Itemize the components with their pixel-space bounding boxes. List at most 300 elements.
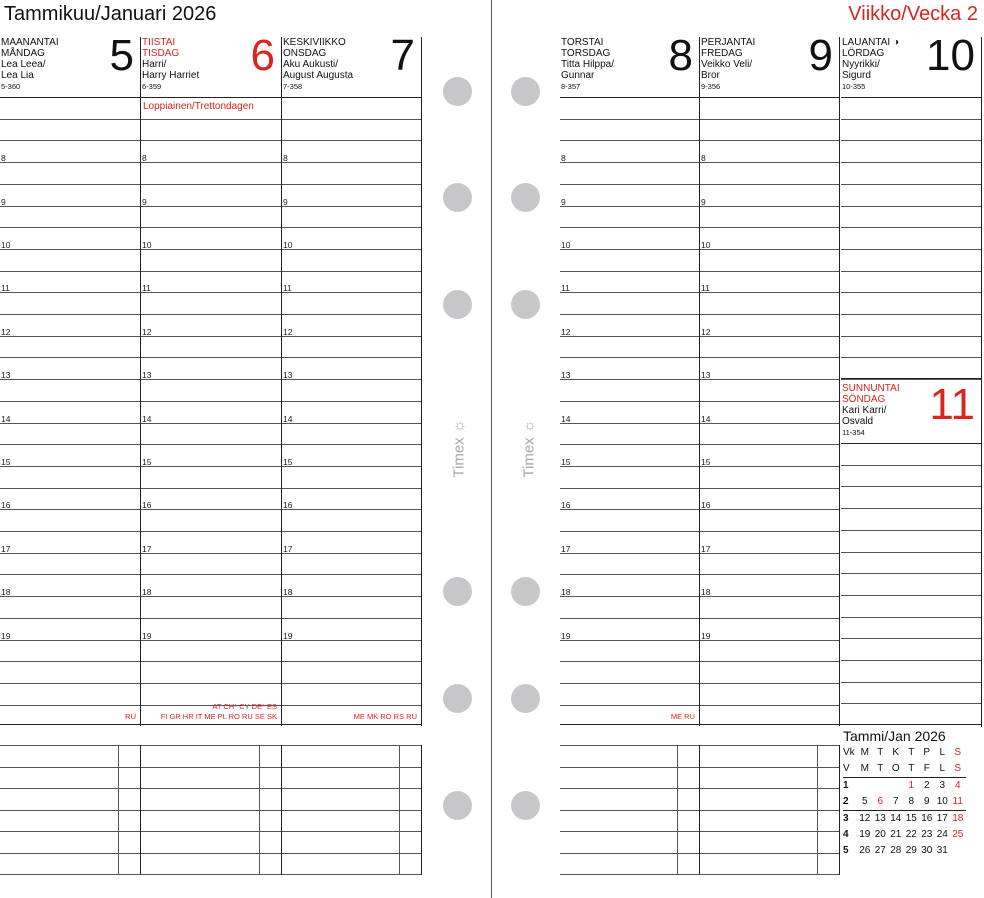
- hour-label: 17: [142, 543, 152, 554]
- notes-line: [0, 810, 140, 811]
- ruled-line: [0, 661, 140, 662]
- notes-line: [0, 788, 140, 789]
- ruled-line: [841, 336, 981, 337]
- week-number: 3: [843, 813, 849, 824]
- ruled-line: [0, 488, 140, 489]
- ruled-line: [0, 162, 140, 163]
- hour-label: 19: [561, 630, 571, 641]
- ruled-line: [0, 640, 140, 641]
- week-number: 1: [843, 780, 849, 791]
- ruled-line: [560, 661, 699, 662]
- hour-label: 17: [701, 543, 711, 554]
- day-of-year: 5-360: [1, 82, 21, 91]
- week-number: 5: [843, 845, 849, 856]
- ruled-line: [282, 227, 421, 228]
- day-number: 11: [929, 380, 975, 429]
- ruled-line: [560, 488, 699, 489]
- punch-hole: [443, 577, 472, 606]
- day-number: 8: [668, 31, 693, 80]
- ruled-line: [700, 574, 839, 575]
- notes-box: [282, 745, 422, 875]
- mini-calendar-day: M: [857, 761, 873, 778]
- ruled-line: [282, 206, 421, 207]
- hour-label: 12: [701, 326, 711, 337]
- notes-line: [282, 767, 421, 768]
- ruled-line: [560, 423, 699, 424]
- mini-calendar-day: 11: [950, 794, 966, 811]
- ruled-line: [0, 618, 140, 619]
- ruled-line: [841, 486, 981, 487]
- punch-hole: [511, 791, 540, 820]
- day-column: [141, 31, 282, 726]
- notes-line: [141, 788, 281, 789]
- ruled-line: [0, 379, 140, 380]
- ruled-line: [700, 292, 839, 293]
- name-day: Kari Karri/: [842, 405, 887, 416]
- ruled-line: [560, 596, 699, 597]
- ruled-line: [841, 573, 981, 574]
- mini-calendar-day: 7: [888, 794, 904, 811]
- week-title: Viikko/Vecka 2: [848, 3, 978, 25]
- ruled-line: [841, 292, 981, 293]
- hour-label: 12: [142, 326, 152, 337]
- timex-logo-left: Timex ☼: [450, 419, 468, 478]
- mini-calendar-day: 4: [954, 780, 961, 791]
- notes-line: [141, 853, 281, 854]
- week-number: 2: [843, 794, 857, 811]
- ruled-line: [141, 488, 281, 489]
- mini-calendar-day: 25: [952, 829, 964, 840]
- ruled-line: [700, 423, 839, 424]
- notes-divider: [677, 745, 678, 875]
- ruled-line: [560, 466, 699, 467]
- mini-calendar-day: T: [873, 761, 889, 778]
- name-day: Harri/: [142, 59, 167, 70]
- notes-line: [560, 874, 699, 875]
- mini-calendar-day: 20: [874, 829, 886, 840]
- day-name-fi: MAANANTAI: [1, 37, 59, 48]
- day-name-fi: LAUANTAI ◑: [842, 37, 900, 48]
- ruled-line: [141, 640, 281, 641]
- ruled-line: [282, 553, 421, 554]
- ruled-line: [841, 249, 981, 250]
- hour-label: 18: [561, 587, 571, 598]
- mini-calendar-day: 17: [936, 813, 948, 824]
- notes-divider: [259, 745, 260, 875]
- ruled-line: [282, 596, 421, 597]
- page-spine: [491, 0, 492, 898]
- day-number: 5: [109, 31, 134, 80]
- notes-line: [282, 874, 421, 875]
- ruled-line: [700, 683, 839, 684]
- ruled-line: [0, 553, 140, 554]
- ruled-line: [0, 292, 140, 293]
- name-day: Gunnar: [561, 70, 595, 81]
- mini-calendar-day: O: [888, 761, 904, 778]
- day-number: 10: [926, 31, 975, 80]
- day-name-sv: MÅNDAG: [1, 48, 45, 59]
- day-of-year: 6-359: [142, 82, 162, 91]
- ruled-line: [141, 206, 281, 207]
- mini-calendar-day: 6: [873, 794, 889, 811]
- day-name-fi: KESKIVIIKKO: [283, 37, 346, 48]
- mini-calendar-day: F: [919, 761, 935, 778]
- ruled-line: [282, 574, 421, 575]
- ruled-line: [560, 249, 699, 250]
- ruled-line: [282, 140, 421, 141]
- ruled-line: [841, 638, 981, 639]
- hour-label: 11: [561, 283, 570, 294]
- punch-hole: [511, 183, 540, 212]
- hour-label: 9: [701, 196, 706, 207]
- day-column-sunday: [841, 378, 982, 727]
- mini-calendar-day: 1: [908, 780, 915, 791]
- day-name-fi: TIISTAI: [142, 37, 176, 48]
- notes-divider: [118, 745, 119, 875]
- ruled-line: [700, 466, 839, 467]
- ruled-line: [141, 271, 281, 272]
- hour-label: 8: [283, 153, 288, 164]
- ruled-line: [700, 509, 839, 510]
- day-of-year: 10-355: [842, 82, 866, 91]
- ruled-line: [282, 488, 421, 489]
- week-number: V: [843, 761, 857, 778]
- hour-label: 12: [283, 326, 293, 337]
- hour-label: 17: [1, 543, 11, 554]
- mini-calendar-day: [950, 843, 966, 859]
- ruled-line: [560, 206, 699, 207]
- grid-bottom-line: [560, 724, 981, 725]
- holiday-label: Loppiainen/Trettondagen: [143, 101, 254, 112]
- name-day: Sigurd: [842, 70, 871, 81]
- hour-label: 11: [142, 283, 151, 294]
- ruled-line: [141, 401, 281, 402]
- ruled-line: [560, 162, 699, 163]
- day-header: [841, 31, 981, 98]
- ruled-line: [560, 292, 699, 293]
- hour-label: 16: [283, 500, 293, 511]
- ruled-line: [282, 357, 421, 358]
- ruled-line: [700, 184, 839, 185]
- notes-line: [700, 810, 839, 811]
- mini-calendar-day: 28: [890, 845, 902, 856]
- ruled-line: [282, 466, 421, 467]
- notes-line: [282, 853, 421, 854]
- notes-line: [700, 853, 839, 854]
- ruled-line: [841, 530, 981, 531]
- hour-label: 15: [701, 456, 711, 467]
- ruled-line: [841, 314, 981, 315]
- ruled-line: [0, 336, 140, 337]
- day-name-fi: SUNNUNTAI: [842, 383, 900, 394]
- name-day: Titta Hilppa/: [561, 59, 614, 70]
- name-day: Lea Lia: [1, 70, 34, 81]
- hour-label: 15: [142, 456, 152, 467]
- ruled-line: [282, 271, 421, 272]
- ruled-line: [700, 553, 839, 554]
- ruled-line: [560, 509, 699, 510]
- notes-line: [282, 831, 421, 832]
- ruled-line: [560, 336, 699, 337]
- notes-line: [560, 788, 699, 789]
- ruled-line: [700, 379, 839, 380]
- ruled-line: [282, 314, 421, 315]
- mini-calendar-day: K: [892, 747, 900, 758]
- ruled-line: [0, 249, 140, 250]
- ruled-line: [560, 640, 699, 641]
- ruled-line: [0, 596, 140, 597]
- hour-label: 9: [283, 196, 288, 207]
- ruled-line: [560, 574, 699, 575]
- ruled-line: [282, 249, 421, 250]
- hour-label: 18: [701, 587, 711, 598]
- notes-line: [560, 853, 699, 854]
- ruled-line: [0, 119, 140, 120]
- hour-label: 17: [283, 543, 293, 554]
- ruled-line: [141, 140, 281, 141]
- notes-box: [560, 745, 700, 875]
- day-column: [700, 31, 840, 726]
- mini-calendar-day: 9: [919, 794, 935, 811]
- punch-hole: [511, 290, 540, 319]
- day-number: 7: [390, 31, 415, 80]
- ruled-line: [141, 379, 281, 380]
- ruled-line: [0, 466, 140, 467]
- notes-line: [700, 788, 839, 789]
- notes-line: [0, 831, 140, 832]
- notes-line: [700, 745, 839, 746]
- notes-line: [282, 745, 421, 746]
- notes-divider: [817, 745, 818, 875]
- hour-label: 16: [561, 500, 571, 511]
- ruled-line: [141, 423, 281, 424]
- hour-label: 14: [283, 413, 293, 424]
- hour-label: 10: [142, 239, 152, 250]
- moon-phase-icon: ◑: [893, 37, 900, 48]
- hour-label: 19: [142, 630, 152, 641]
- hour-label: 13: [561, 370, 571, 381]
- day-header: [282, 31, 421, 98]
- ruled-line: [141, 531, 281, 532]
- month-title: Tammikuu/Januari 2026: [4, 3, 217, 25]
- ruled-line: [560, 379, 699, 380]
- ruled-line: [282, 184, 421, 185]
- mini-calendar-day: 14: [890, 813, 902, 824]
- ruled-line: [282, 119, 421, 120]
- ruled-line: [141, 119, 281, 120]
- hour-label: 8: [561, 153, 566, 164]
- mini-calendar-day: [888, 778, 904, 795]
- mini-calendar-day: 31: [936, 845, 948, 856]
- ruled-line: [560, 119, 699, 120]
- ruled-line: [841, 184, 981, 185]
- hour-label: 9: [561, 196, 566, 207]
- ruled-line: [282, 640, 421, 641]
- ruled-line: [282, 618, 421, 619]
- ruled-line: [841, 703, 981, 704]
- notes-line: [282, 788, 421, 789]
- ruled-line: [700, 227, 839, 228]
- notes-line: [560, 831, 699, 832]
- name-day: Nyyrikki/: [842, 59, 880, 70]
- day-name-sv: FREDAG: [701, 48, 743, 59]
- timex-logo-right: Timex ☼: [520, 419, 538, 478]
- ruled-line: [700, 661, 839, 662]
- ruled-line: [282, 683, 421, 684]
- ruled-line: [141, 683, 281, 684]
- name-day: Harry Harriet: [142, 70, 200, 81]
- hour-label: 10: [283, 239, 293, 250]
- ruled-line: [841, 660, 981, 661]
- ruled-line: [0, 509, 140, 510]
- day-header: [141, 31, 281, 98]
- notes-line: [141, 767, 281, 768]
- ruled-line: [0, 227, 140, 228]
- hour-label: 13: [283, 370, 293, 381]
- ruled-line: [841, 357, 981, 358]
- notes-line: [0, 745, 140, 746]
- mini-calendar-day: M: [860, 747, 869, 758]
- hour-label: 15: [561, 456, 571, 467]
- hour-label: 16: [1, 500, 11, 511]
- ruled-line: [0, 444, 140, 445]
- mini-calendar-day: 24: [936, 829, 948, 840]
- day-names: [701, 37, 755, 92]
- ruled-line: [282, 162, 421, 163]
- ruled-line: [700, 401, 839, 402]
- ruled-line: [282, 292, 421, 293]
- mini-calendar-day: L: [935, 761, 951, 778]
- ruled-line: [700, 618, 839, 619]
- notes-line: [0, 767, 140, 768]
- notes-box: [141, 745, 282, 875]
- day-names: [842, 383, 900, 438]
- name-day: Bror: [701, 70, 720, 81]
- ruled-line: [141, 661, 281, 662]
- ruled-line: [0, 357, 140, 358]
- hour-label: 13: [1, 370, 11, 381]
- punch-hole: [511, 577, 540, 606]
- ruled-line: [560, 444, 699, 445]
- ruled-line: [560, 705, 699, 706]
- ruled-line: [282, 531, 421, 532]
- notes-line: [141, 874, 281, 875]
- hour-label: 16: [701, 500, 711, 511]
- mini-calendar-day: 15: [905, 813, 917, 824]
- ruled-line: [700, 119, 839, 120]
- ruled-line: [841, 140, 981, 141]
- ruled-line: [700, 444, 839, 445]
- day-name-sv: ONSDAG: [283, 48, 327, 59]
- mini-calendar-day: T: [877, 747, 884, 758]
- day-names: [1, 37, 59, 92]
- ruled-line: [841, 206, 981, 207]
- ruled-line: [141, 292, 281, 293]
- mini-calendar-day: P: [923, 747, 931, 758]
- ruled-line: [560, 553, 699, 554]
- ruled-line: [700, 314, 839, 315]
- hour-label: 14: [701, 413, 711, 424]
- mini-calendar-day: 10: [935, 794, 951, 811]
- ruled-line: [700, 271, 839, 272]
- ruled-line: [0, 574, 140, 575]
- hour-label: 11: [701, 283, 710, 294]
- day-names: [142, 37, 199, 92]
- notes-divider: [399, 745, 400, 875]
- ruled-line: [700, 640, 839, 641]
- hour-label: 12: [561, 326, 571, 337]
- ruled-line: [560, 227, 699, 228]
- mini-calendar-title: Tammi/Jan 2026: [843, 728, 946, 744]
- ruled-line: [700, 705, 839, 706]
- notes-line: [560, 767, 699, 768]
- notes-line: [141, 810, 281, 811]
- mini-calendar-day: 5: [857, 794, 873, 811]
- ruled-line: [141, 227, 281, 228]
- ruled-line: [282, 336, 421, 337]
- ruled-line: [141, 357, 281, 358]
- mini-calendar-day: T: [904, 761, 920, 778]
- ruled-line: [141, 162, 281, 163]
- day-number: 9: [808, 31, 833, 80]
- day-of-year: 8-357: [561, 82, 581, 91]
- ruled-line: [841, 271, 981, 272]
- day-name-fi: PERJANTAI: [701, 37, 756, 48]
- ruled-line: [560, 357, 699, 358]
- mini-calendar-grid: [843, 745, 966, 859]
- hour-label: 19: [701, 630, 711, 641]
- hour-label: 8: [142, 153, 147, 164]
- day-names: [561, 37, 614, 92]
- name-day: August Augusta: [283, 70, 354, 81]
- ruled-line: [841, 508, 981, 509]
- day-name-sv: TISDAG: [142, 48, 180, 59]
- hour-label: 10: [701, 239, 711, 250]
- notes-box: [700, 745, 840, 875]
- ruled-line: [0, 206, 140, 207]
- mini-calendar-day: 2: [923, 780, 930, 791]
- ruled-line: [700, 162, 839, 163]
- day-header: [560, 31, 699, 98]
- ruled-line: [560, 271, 699, 272]
- ruled-line: [560, 184, 699, 185]
- ruled-line: [841, 617, 981, 618]
- country-codes: RU: [125, 712, 136, 721]
- mini-calendar-day: [857, 778, 873, 795]
- ruled-line: [841, 595, 981, 596]
- mini-calendar-day: 19: [859, 829, 871, 840]
- mini-calendar-day: L: [939, 747, 946, 758]
- ruled-line: [560, 683, 699, 684]
- ruled-line: [700, 488, 839, 489]
- ruled-line: [841, 227, 981, 228]
- mini-calendar-day: 12: [859, 813, 871, 824]
- mini-calendar: [843, 727, 981, 859]
- day-column: [560, 31, 700, 726]
- mini-calendar-day: 21: [890, 829, 902, 840]
- name-day: Aku Aukusti/: [283, 59, 339, 70]
- ruled-line: [282, 379, 421, 380]
- hour-label: 14: [142, 413, 152, 424]
- ruled-line: [141, 184, 281, 185]
- ruled-line: [282, 509, 421, 510]
- notes-line: [0, 853, 140, 854]
- notes-line: [141, 831, 281, 832]
- mini-calendar-day: T: [908, 747, 915, 758]
- country-codes: FI GR HR IT ME PL RO RU SE SK: [160, 712, 277, 721]
- day-name-sv: SÖNDAG: [842, 394, 886, 405]
- ruled-line: [0, 423, 140, 424]
